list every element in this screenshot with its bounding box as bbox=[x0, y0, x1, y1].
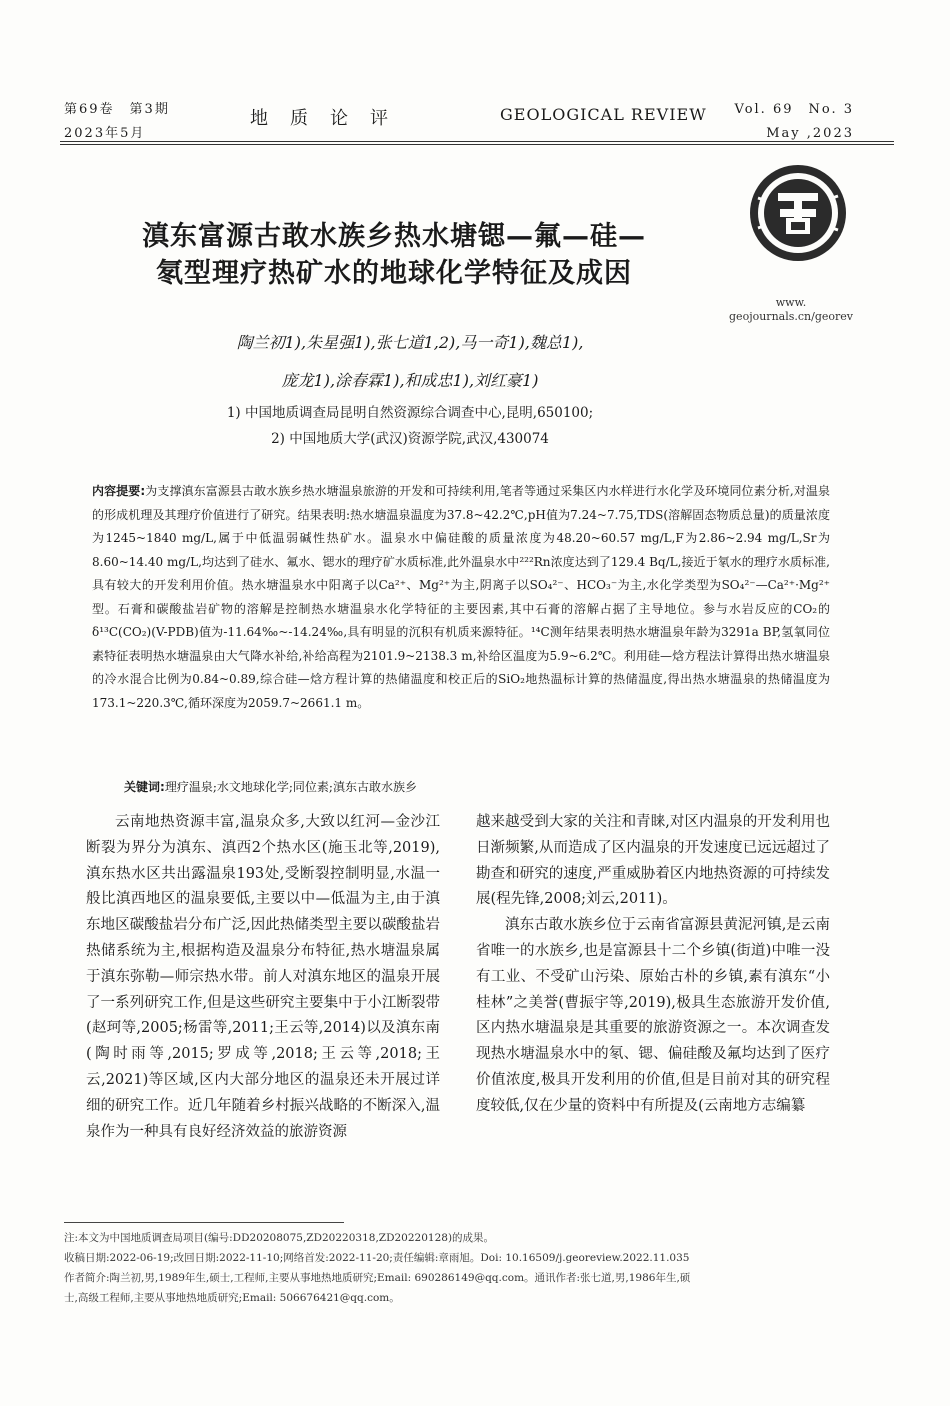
abstract-text: 为支撑滇东富源县古敢水族乡热水塘温泉旅游的开发和可持续利用,笔者等通过采集区内水样进行水化学及环境同位素分析,对温泉的形成机理及其理疗价值进行了研究。结果表明:热水塘温泉温度为37.8~42.2℃,pH值为7.24~7.75,TDS(溶解固态物质总量)的质量浓度为1245~1840 mg/L,属于中低温弱碱性热矿水。温泉水中偏硅酸的质量浓度为48.20~60.57 mg/L,F为2.86~2.94 mg/L,Sr为8.60~14.40 mg/L,均达到了硅水、氟水、锶水的理疗矿水质标准,此外温泉水中²²²Rn浓度达到了129.4 Bq/L,接近于氡水的理疗水质标准,具有较大的开发利用价值。热水塘温泉水中阳离子以Ca²⁺、Mg²⁺为主,阴离子以SO₄²⁻、HCO₃⁻为主,水化学类型为SO₄²⁻—Ca²⁺·Mg²⁺型。石膏和碳酸盐岩矿物的溶解是控制热水塘温泉水化学特征的主要因素,其中石膏的溶解占据了主导地位。参与水岩反应的CO₂的δ¹³C(CO₂)(V-PDB)值为-11.64‰~-14.24‰,具有明显的沉积有机质来源特征。¹⁴C测年结果表明热水塘温泉年龄为3291a BP,氢氧同位素特征表明热水塘温泉由大气降水补给,补给高程为2101.9~2138.3 m,补给区温度为5.9~6.2℃。利用硅—焓方程法计算得出热水塘温泉的冷水混合比例为0.84~0.89,综合硅—焓方程计算的热储温度和校正后的SiO₂地热温标计算的热储温度,得出热水塘温泉的热储温度为173.1~220.3℃,循环深度为2059.7~2661.1 m。 bbox=[92, 484, 830, 710]
footnote-funding: 注:本文为中国地质调查局项目(编号:DD20208075,ZD20220318,ZD20220128)的成果。 bbox=[64, 1232, 495, 1244]
authors-line2: 庞龙1),涂春霖1),和成忠1),刘红豪1) bbox=[281, 371, 539, 390]
body-paragraph: 云南地热资源丰富,温泉众多,大致以红河—金沙江断裂为界分为滇东、滇西2个热水区(施玉北等,2019),滇东热水区共出露温泉193处,受断裂控制明显,水温一般比滇西地区的温泉要低,主要以中—低温为主,由于滇东地区碳酸盐岩分布广泛,因此热储类型主要以碳酸盐岩热储系统为主,根据构造及温泉分布特征,热水塘温泉属于滇东弥勒—师宗热水带。前人对滇东地区的温泉开展了一系列研究工作,但是这些研究主要集中于小江断裂带(赵珂等,2005;杨雷等,2011;王云等,2014)以及滇东南(陶时雨等,2015;罗成等,2018;王云等,2018;王云,2021)等区域,区内大部分地区的温泉还未开展过详细的研究工作。近几年随着乡村振兴战略的不断深入,温泉作为一种具有良好经济效益的旅游资源 bbox=[86, 814, 440, 1140]
journal-title-cn: 地质论评 bbox=[250, 108, 410, 129]
website-line1: www. bbox=[775, 296, 807, 309]
affiliation-1: 1) 中国地质调查局昆明自然资源综合调查中心,昆明,650100; bbox=[226, 405, 594, 421]
header-rule-bottom bbox=[60, 144, 894, 145]
body-column-right bbox=[476, 810, 830, 1120]
footnote-dates: 收稿日期:2022-06-19;改回日期:2022-11-10;网络首发:2022-11-20;责任编辑:章雨旭。Doi: 10.16509/j.georeview.2022.11.035 bbox=[64, 1252, 690, 1264]
header-volume-cn: 第69卷 第3期 bbox=[64, 102, 170, 117]
title-line2: 氡型理疗热矿水的地球化学特征及成因 bbox=[156, 258, 632, 289]
abstract-label: 内容提要: bbox=[92, 484, 146, 498]
header-date-cn: 2023年5月 bbox=[64, 126, 146, 141]
journal-website[interactable] bbox=[726, 296, 856, 324]
keywords-text: 理疗温泉;水文地球化学;同位素;滇东古敢水族乡 bbox=[164, 780, 417, 794]
keywords-label: 关键词: bbox=[124, 780, 165, 794]
footnote-bio-line2: 士,高级工程师,主要从事地热地质研究;Email: 506676421@qq.com。 bbox=[64, 1292, 400, 1304]
footnote-bio-line1: 作者简介:陶兰初,男,1989年生,硕士,工程师,主要从事地热地质研究;Email: 690286149@qq.com。通讯作者:张七道,男,1986年生,硕 bbox=[64, 1272, 691, 1284]
header-volume-date-cn bbox=[64, 98, 170, 146]
footnotes bbox=[64, 1228, 864, 1308]
title-line1: 滇东富源古敢水族乡热水塘锶—氟—硅— bbox=[142, 221, 646, 252]
keywords bbox=[124, 778, 824, 795]
journal-logo bbox=[748, 158, 848, 288]
header-volume-en: Vol. 69 No. 3 bbox=[734, 102, 854, 117]
journal-title-en: GEOLOGICAL REVIEW bbox=[500, 105, 707, 124]
header-rule-top bbox=[60, 141, 894, 142]
affiliations bbox=[120, 400, 700, 452]
body-column-left bbox=[86, 810, 440, 1145]
affiliation-2: 2) 中国地质大学(武汉)资源学院,武汉,430074 bbox=[271, 431, 549, 447]
abstract bbox=[92, 480, 830, 715]
footnote-rule bbox=[64, 1222, 344, 1223]
header-date-en: May ,2023 bbox=[766, 126, 854, 141]
header-volume-date-en bbox=[735, 98, 855, 146]
website-line2: geojournals.cn/georev bbox=[729, 310, 853, 323]
body-paragraph: 滇东古敢水族乡位于云南省富源县黄泥河镇,是云南省唯一的水族乡,也是富源县十二个乡镇(街道)中唯一没有工业、不受矿山污染、原始古朴的乡镇,素有滇东“小桂林”之美誉(曹振宇等,2019),极具生态旅游开发价值,区内热水塘温泉是其重要的旅游资源之一。本次调查发现热水塘温泉水中的氡、锶、偏硅酸及氟均达到了医疗价值浓度,极具开发利用的价值,但是目前对其的研究程度较低,仅在少量的资料中有所提及(云南地方志编纂 bbox=[476, 917, 830, 1114]
authors-line1: 陶兰初1),朱星强1),张七道1,2),马一奇1),魏总1), bbox=[236, 333, 584, 352]
body-paragraph: 越来越受到大家的关注和青睐,对区内温泉的开发利用也日渐频繁,从而造成了区内温泉的开发速度已远远超过了勘查和研究的速度,严重威胁着区内地热资源的可持续发展(程先锋,2008;刘云,2011)。 bbox=[476, 814, 830, 908]
paper-title bbox=[64, 218, 724, 292]
